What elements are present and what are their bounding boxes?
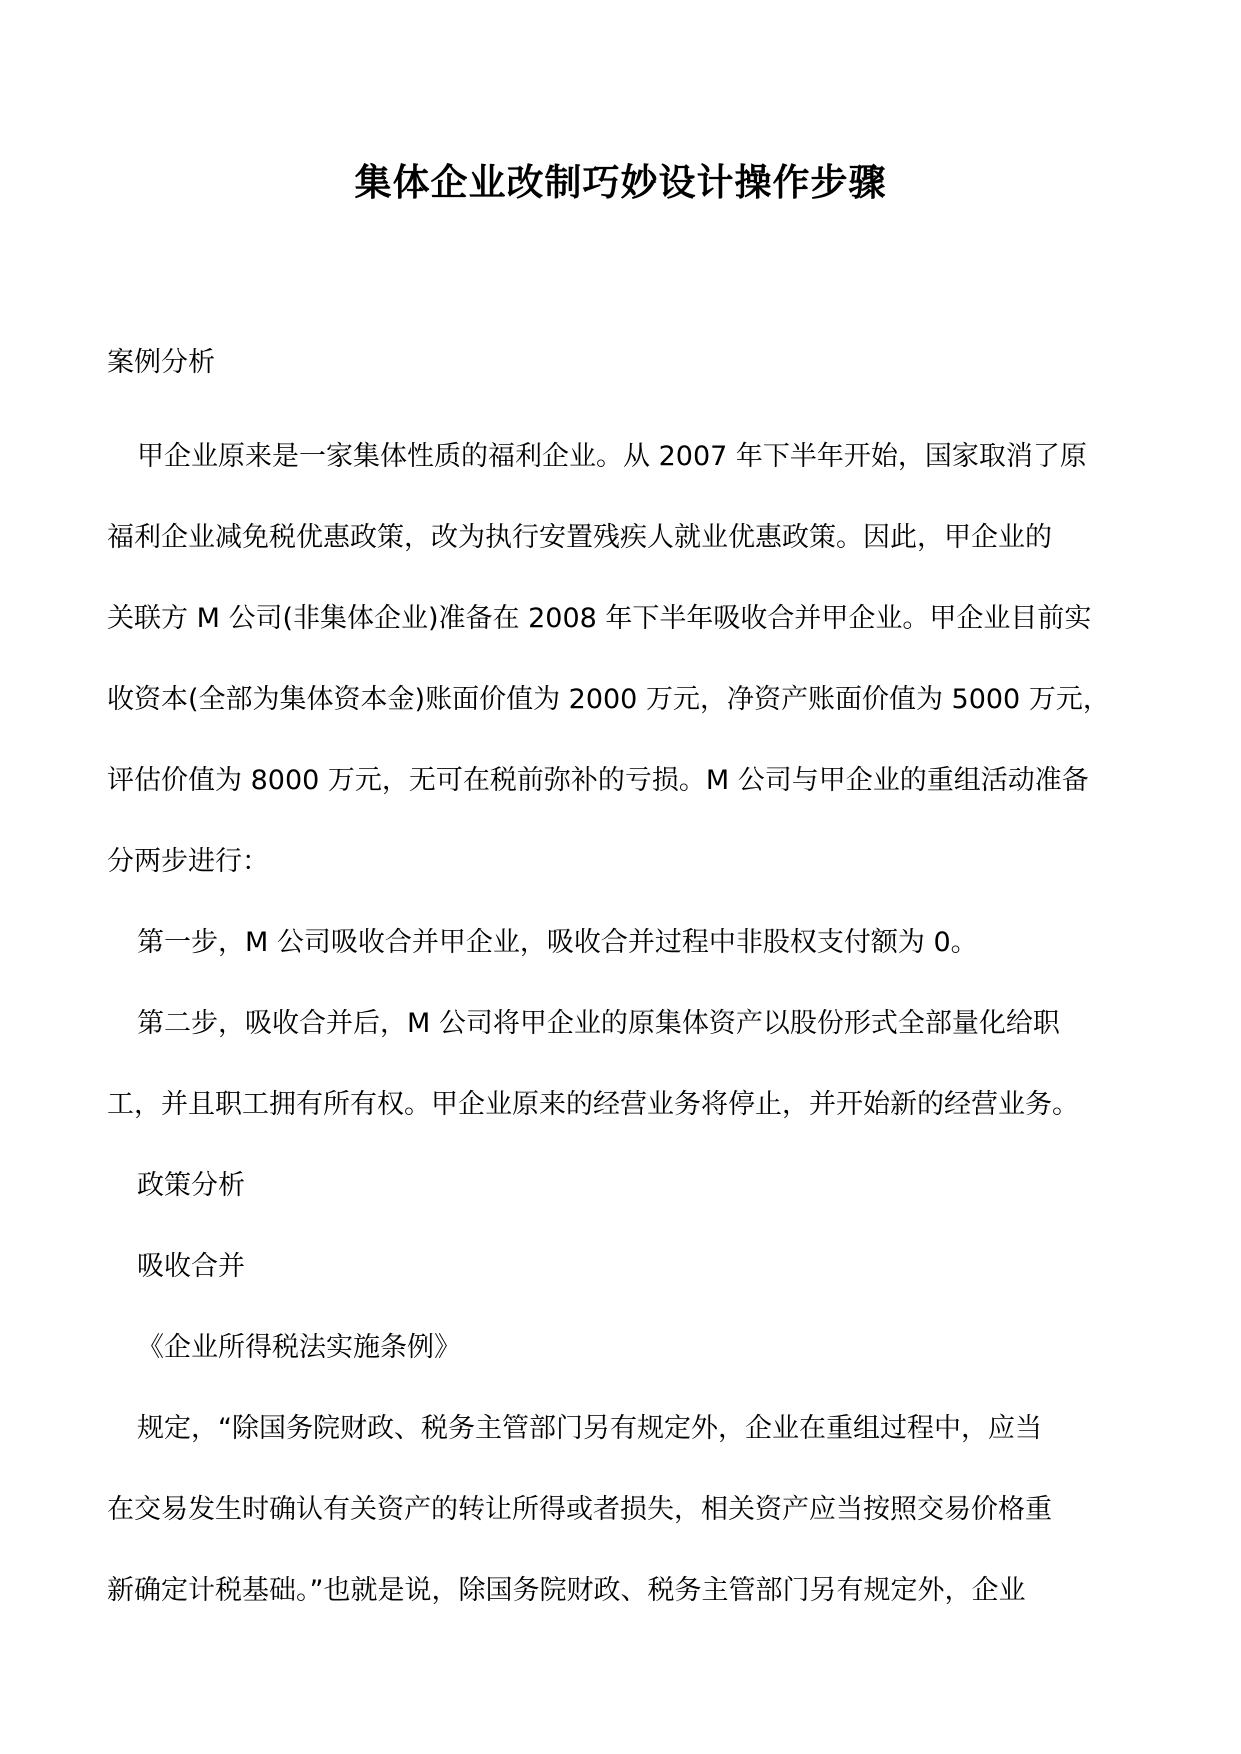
body-line: 新确定计税基础。”也就是说，除国务院财政、税务主管部门另有规定外，企业 — [107, 1575, 1026, 1606]
document-body — [107, 416, 1135, 1631]
body-line: 甲企业原来是一家集体性质的福利企业。从 2007 年下半年开始，国家取消了原 — [137, 441, 1087, 472]
body-line: 第二步，吸收合并后，M 公司将甲企业的原集体资产以股份形式全部量化给职 — [137, 1008, 1060, 1039]
document-title: 集体企业改制巧妙设计操作步骤 — [354, 160, 887, 204]
subheading-policy-analysis: 政策分析 — [137, 1170, 245, 1201]
body-line: 分两步进行： — [107, 846, 269, 877]
section-heading: 案例分析 — [107, 347, 215, 378]
body-line: 评估价值为 8000 万元，无可在税前弥补的亏损。M 公司与甲企业的重组活动准备 — [107, 765, 1089, 796]
body-line: 在交易发生时确认有关资产的转让所得或者损失，相关资产应当按照交易价格重 — [107, 1494, 1052, 1525]
body-line: 工，并且职工拥有所有权。甲企业原来的经营业务将停止，并开始新的经营业务。 — [107, 1089, 1079, 1120]
body-line: 规定，“除国务院财政、税务主管部门另有规定外，企业在重组过程中，应当 — [137, 1413, 1042, 1444]
body-line: 第一步，M 公司吸收合并甲企业，吸收合并过程中非股权支付额为 0。 — [137, 927, 978, 958]
regulation-citation: 《企业所得税法实施条例》 — [137, 1332, 461, 1363]
subheading-absorption-merger: 吸收合并 — [137, 1251, 245, 1282]
body-line: 关联方 M 公司(非集体企业)准备在 2008 年下半年吸收合并甲企业。甲企业目前实 — [107, 603, 1092, 634]
body-line: 收资本(全部为集体资本金)账面价值为 2000 万元，净资产账面价值为 5000 万元， — [107, 684, 1110, 715]
body-line: 福利企业减免税优惠政策，改为执行安置残疾人就业优惠政策。因此，甲企业的 — [107, 522, 1052, 553]
